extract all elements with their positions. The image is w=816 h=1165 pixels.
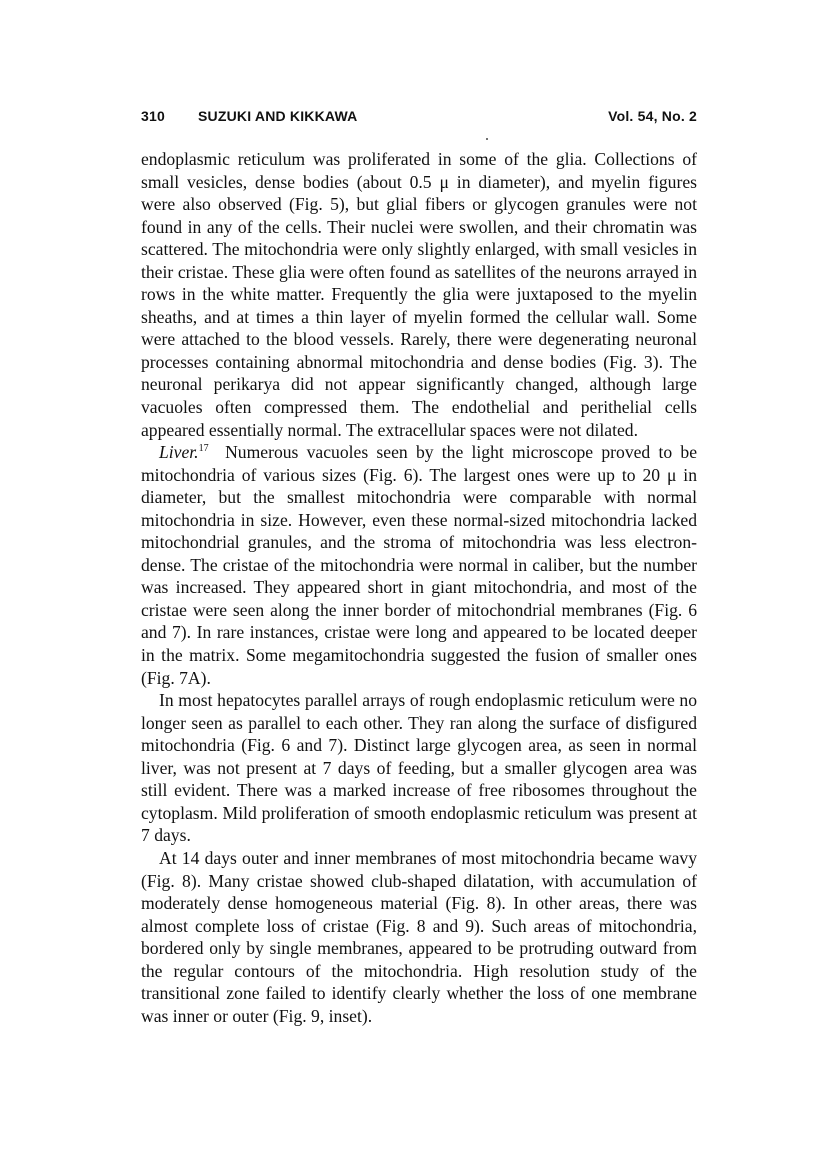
paragraph-hepatocytes: In most hepatocytes parallel arrays of rough endoplasmic reticulum were no longer seen as parallel to each other. They ran along the surface of disfigured mitochondria (Fig. 6 and 7). Distinct large glycogen area, as seen in normal liver, was not present at 7 days of feeding, but a smaller glycogen area was still evident. There was a marked increase of free ribosomes throughout the cytoplasm. Mild proliferation of smooth endoplasmic reticulum was present at 7 days. — [141, 690, 697, 846]
paragraph-glia-continued: endoplasmic reticulum was proliferated in some of the glia. Collections of small vesicles, dense bodies (about 0.5 μ in diameter), and myelin figures were also observed (Fig. 5), but glial fibers or glycogen granules were not found in any of the cells. Their nuclei were swollen, and their chromatin was scattered. The mitochondria were only slightly enlarged, with small vesicles in their cristae. These glia were often found as satellites of the neurons arrayed in rows in the white matter. Frequently the glia were juxtaposed to the myelin sheaths, and at times a thin layer of myelin formed the cellular wall. Some were attached to the blood vessels. Rarely, there were degenerating neuronal processes containing abnormal mitochondria and dense bodies (Fig. 3). The neuronal perikarya did not appear significantly changed, although large vacuoles often compressed them. The endothelial and perithelial cells appeared essentially normal. The extracellular spaces were not dilated. — [141, 149, 697, 440]
page-number: 310 — [141, 108, 165, 124]
paragraph-liver — [141, 441, 697, 689]
reference-superscript: 17 — [198, 443, 209, 455]
running-head — [141, 108, 697, 130]
section-heading-liver: Liver. — [159, 442, 199, 463]
running-head-authors: SUZUKI AND KIKKAWA — [198, 108, 358, 124]
print-speck — [486, 138, 488, 140]
paragraph-liver-text: Numerous vacuoles seen by the light microscope proved to be mitochondria of various sizes (Fig. 6). The largest ones were up to 20 μ in diameter, but the smallest mitochondria were comparable with normal mitochondria in size. However, even these normal-sized mitochondria lacked mitochondrial granules, and the stroma of mitochondria was less electron-dense. The cristae of the mitochondria were normal in caliber, but the number was increased. They appeared short in giant mitochondria, and most of the cristae were seen along the inner border of mitochondrial membranes (Fig. 6 and 7). In rare instances, cristae were long and appeared to be located deeper in the matrix. Some megamitochondria suggested the fusion of smaller ones (Fig. 7A). — [141, 442, 697, 688]
running-head-volume: Vol. 54, No. 2 — [608, 108, 697, 124]
body-text — [141, 148, 697, 1027]
paragraph-14-days: At 14 days outer and inner membranes of most mitochondria became wavy (Fig. 8). Many cristae showed club-shaped dilatation, with accumulation of moderately dense homogeneous material (Fig. 8). In other areas, there was almost complete loss of cristae (Fig. 8 and 9). Such areas of mitochondria, bordered only by single membranes, appeared to be protruding outward from the regular contours of the mitochondria. High resolution study of the transitional zone failed to identify clearly whether the loss of one membrane was inner or outer (Fig. 9, inset). — [141, 847, 697, 1026]
